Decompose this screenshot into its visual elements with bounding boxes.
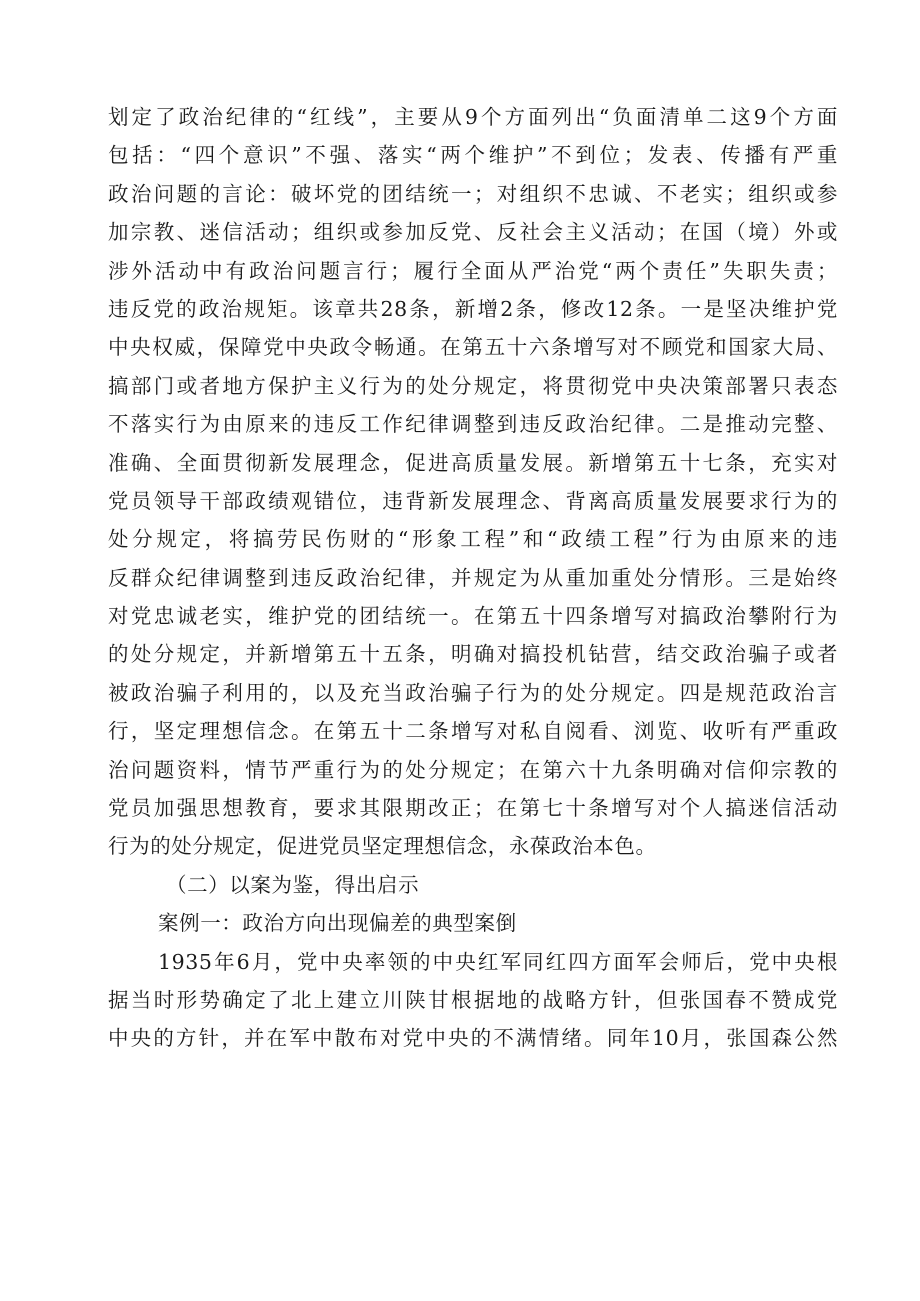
case-title: 案例一：政治方向出现偏差的典型案倒 (158, 911, 517, 936)
document-body (108, 98, 838, 1058)
paragraph-1-line-8: 搞部门或者地方保护主义行为的处分规定，将贯彻党中央决策部署只表态 (108, 373, 838, 398)
paragraph-1-line-2: 包括：“四个意识”不强、落实“两个维护”不到位；发表、传播有严重 (108, 143, 838, 168)
paragraph-2-line-3: 中央的方针，并在军中散布对党中央的不满情绪。同年10月，张国森公然 (108, 1026, 838, 1051)
paragraph-2-line-2: 据当时形势确定了北上建立川陕甘根据地的战略方针，但张国春不赞成党 (108, 987, 838, 1012)
paragraph-1-line-19: 党员加强思想教育，要求其限期改正；在第七十条增写对个人搞迷信活动 (108, 796, 838, 821)
paragraph-1-line-17: 行，坚定理想信念。在第五十二条增写对私自阅看、浏览、收听有严重政 (108, 719, 838, 744)
paragraph-1-line-4: 加宗教、迷信活动；组织或参加反党、反社会主义活动；在国（境）外或 (108, 220, 838, 245)
paragraph-1-line-16: 被政治骗子利用的，以及充当政治骗子行为的处分规定。四是规范政治言 (108, 680, 838, 705)
paragraph-1-line-13: 反群众纪律调整到违反政治纪律，并规定为从重加重处分情形。三是始终 (108, 565, 838, 590)
paragraph-1-line-3: 政治问题的言论：破坏党的团结统一；对组织不忠诚、不老实；组织或参 (108, 181, 838, 206)
paragraph-1-line-10: 准确、全面贯彻新发展理念，促进高质量发展。新增第五十七条，充实对 (108, 450, 838, 475)
section-heading: （二）以案为鉴，得出启示 (166, 872, 420, 897)
paragraph-1-line-11: 党员领导干部政绩观错位，违背新发展理念、背离高质量发展要求行为的 (108, 488, 838, 513)
paragraph-1-line-7: 中央权威，保障党中央政令畅通。在第五十六条增写对不顾党和国家大局、 (108, 335, 838, 360)
paragraph-1-line-12: 处分规定，将搞劳民伤财的“形象工程”和“政绩工程”行为由原来的违 (108, 527, 838, 552)
paragraph-1-line-20: 行为的处分规定，促进党员坚定理想信念，永葆政治本色。 (108, 834, 657, 859)
paragraph-1-line-9: 不落实行为由原来的违反工作纪律调整到违反政治纪律。二是推动完整、 (108, 412, 838, 437)
paragraph-2-line-1: 1935年6月，党中央率领的中央红军同红四方面军会师后，党中央根 (158, 949, 838, 974)
paragraph-1-line-1: 划定了政治纪律的“红线”，主要从9个方面列出“负面清单二这9个方面 (108, 105, 838, 129)
paragraph-1-line-5: 涉外活动中有政治问题言行；履行全面从严治党“两个责任”失职失责； (108, 258, 838, 283)
paragraph-1-line-14: 对党忠诚老实，维护党的团结统一。在第五十四条增写对搞政治攀附行为 (108, 604, 838, 629)
paragraph-1-line-15: 的处分规定，并新增第五十五条，明确对搞投机钻营，结交政治骗子或者 (108, 642, 838, 667)
paragraph-1-line-6: 违反党的政治规矩。该章共28条，新增2条，修改12条。一是坚决维护党 (108, 296, 838, 321)
paragraph-1-line-18: 治问题资料，情节严重行为的处分规定；在第六十九条明确对信仰宗教的 (108, 757, 838, 782)
